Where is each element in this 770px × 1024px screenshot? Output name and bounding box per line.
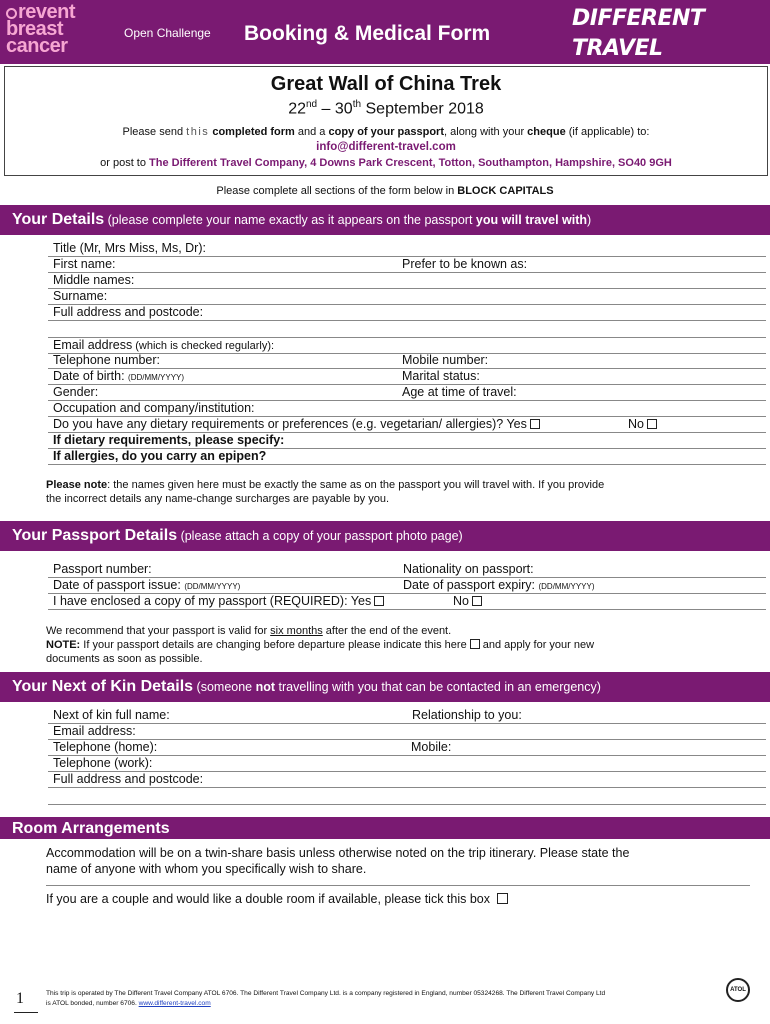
known-as-field[interactable]: Prefer to be known as: xyxy=(402,257,528,271)
kin-tel-work-field[interactable]: Telephone (work): xyxy=(48,756,766,772)
passport-issue-field[interactable]: Date of passport issue: (DD/MM/YYYY) Date of passport expiry: (DD/MM/YYYY) xyxy=(48,578,766,594)
trip-dates: 22nd – 30th September 2018 xyxy=(288,99,484,118)
page-number-rule xyxy=(14,1012,38,1013)
trip-info-box xyxy=(4,66,768,176)
double-room-question: If you are a couple and would like a double room if available, please tick this box xyxy=(46,891,746,907)
first-name-field[interactable]: First name: Prefer to be known as: xyxy=(48,257,766,273)
block-capitals-note: Please complete all sections of the form below in BLOCK CAPITALS xyxy=(216,185,554,197)
room-arrangements-header xyxy=(0,817,770,839)
postal-address: or post to The Different Travel Company, 4 Downs Park Crescent, Totton, Southampton, Hampshire, SO40 9GH xyxy=(100,157,672,170)
epipen-field[interactable]: If allergies, do you carry an epipen? xyxy=(48,449,766,465)
atol-protected-icon: ATOL xyxy=(726,978,750,1002)
dietary-question: Do you have any dietary requirements or preferences (e.g. vegetarian/ allergies)? Yes No xyxy=(48,417,766,433)
middle-names-field[interactable]: Middle names: xyxy=(48,273,766,289)
passport-enclosed-question: I have enclosed a copy of my passport (REQUIRED): Yes No xyxy=(48,594,766,610)
name-note: Please note: the names given here must be exactly the same as on the passport you will travel with. If you provide the incorrect details any name-change surcharges are payable by you. xyxy=(46,479,605,505)
title-field[interactable]: Title (Mr, Mrs Miss, Ms, Dr): xyxy=(48,241,766,257)
kin-email-field[interactable]: Email address: xyxy=(48,724,766,740)
kin-name-field[interactable]: Next of kin full name: Relationship to you: xyxy=(48,708,766,724)
next-of-kin-header: Your Next of Kin Details (someone not travelling with you that can be contacted in an emergency) xyxy=(0,672,770,702)
form-title: Booking & Medical Form xyxy=(244,22,491,45)
telephone-field[interactable]: Telephone number: Mobile number: xyxy=(48,353,766,369)
dietary-specify-field[interactable]: If dietary requirements, please specify: xyxy=(48,433,766,449)
dt-logo-name: DIFFERENT TRAVEL xyxy=(572,6,705,61)
nationality-field[interactable]: Nationality on passport: xyxy=(403,562,534,576)
your-details-header: Your Details (please complete your name exactly as it appears on the passport you will travel with) xyxy=(0,205,770,235)
section-title: Your Passport Details xyxy=(12,527,178,544)
section-title: Your Next of Kin Details xyxy=(12,678,194,695)
kin-tel-home-field[interactable]: Telephone (home): Mobile: xyxy=(48,740,766,756)
kin-address-field[interactable]: Full address and postcode: xyxy=(48,772,766,788)
contact-email-link[interactable]: info@different-travel.com xyxy=(316,141,456,154)
passport-number-field[interactable]: Passport number: Nationality on passport: xyxy=(48,562,766,578)
section-title: Room Arrangements xyxy=(12,820,170,837)
age-field[interactable]: Age at time of travel: xyxy=(402,385,517,399)
page-number: 1 xyxy=(16,990,24,1007)
passport-expiry-field[interactable]: Date of passport expiry: (DD/MM/YYYY) xyxy=(403,578,595,592)
trip-title: Great Wall of China Trek xyxy=(270,73,502,95)
open-challenge-label: Open Challenge xyxy=(124,26,211,40)
dietary-yes-checkbox[interactable] xyxy=(530,419,540,429)
kin-mobile-field[interactable]: Mobile: xyxy=(411,740,452,754)
passport-no-checkbox[interactable] xyxy=(472,596,482,606)
passport-changing-checkbox[interactable] xyxy=(470,639,480,649)
footer-legal-text: This trip is operated by The Different Travel Company ATOL 6706. The Different Travel Company Ltd. is a company registered in England, number 05324268. The Different Travel Company Ltd is ATOL bonded, number 6706. www.different-travel.com xyxy=(46,990,606,1007)
address-field[interactable]: Full address and postcode: xyxy=(48,305,766,321)
mobile-field[interactable]: Mobile number: xyxy=(402,353,489,367)
passport-details-header: Your Passport Details (please attach a copy of your passport photo page) xyxy=(0,521,770,551)
passport-yes-checkbox[interactable] xyxy=(374,596,384,606)
section-title: Your Details xyxy=(12,211,105,228)
send-instructions: Please send this completed form and a copy of your passport, along with your cheque (if applicable) to: xyxy=(122,126,650,139)
header-banner xyxy=(0,0,770,82)
dt-logo-tagline: do something different - make a difference xyxy=(572,64,744,74)
dt-logo-url: www.different-travel.com xyxy=(634,76,700,82)
dob-field[interactable]: Date of birth: (DD/MM/YYYY) Marital status: xyxy=(48,369,766,385)
gender-field[interactable]: Gender: Age at time of travel: xyxy=(48,385,766,401)
footer-website-link[interactable]: www.different-travel.com xyxy=(138,1000,211,1007)
kin-relationship-field[interactable]: Relationship to you: xyxy=(412,708,522,722)
dietary-no-checkbox[interactable] xyxy=(647,419,657,429)
passport-note: We recommend that your passport is valid for six months after the end of the event. NOTE: If your passport details are changing before departure please indicate this here and apply for your new documents as soon as possible. xyxy=(46,625,595,665)
address-field-extra-line[interactable] xyxy=(48,321,766,338)
double-room-checkbox[interactable] xyxy=(497,893,508,904)
marital-status-field[interactable]: Marital status: xyxy=(402,369,480,383)
room-text: Accommodation will be on a twin-share basis unless otherwise noted on the trip itinerary. Please state the name of anyone with whom you specifically wish to share. xyxy=(46,846,630,876)
occupation-field[interactable]: Occupation and company/institution: xyxy=(48,401,766,417)
email-field[interactable]: Email address (which is checked regularly): xyxy=(48,338,766,354)
share-with-line[interactable] xyxy=(46,885,750,886)
prevent-breast-cancer-logo: revent breast cancer xyxy=(6,1,76,57)
kin-address-extra-line[interactable] xyxy=(48,788,766,805)
surname-field[interactable]: Surname: xyxy=(48,289,766,305)
